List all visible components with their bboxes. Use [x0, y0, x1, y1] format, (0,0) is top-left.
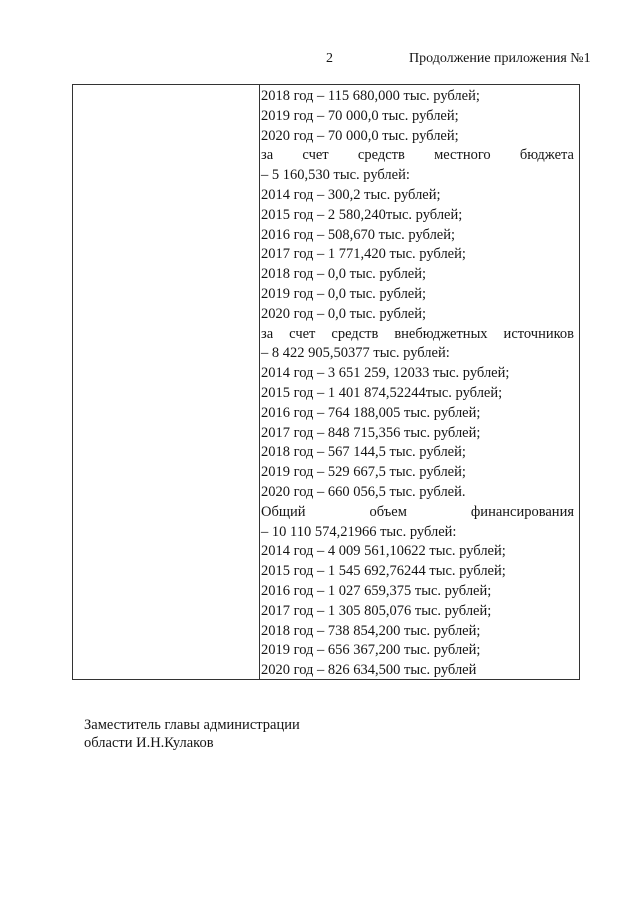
financing-line: за счет средств внебюджетных источников [261, 325, 574, 342]
financing-line: 2016 год – 508,670 тыс. рублей; [261, 226, 456, 243]
financing-table [72, 84, 580, 680]
signature-name: области И.Н.Кулаков [84, 735, 214, 751]
financing-line: 2020 год – 660 056,5 тыс. рублей. [261, 483, 466, 500]
financing-line: 2014 год – 4 009 561,10622 тыс. рублей; [261, 543, 506, 560]
signature-block [84, 716, 300, 752]
financing-line: 2015 год – 1 401 874,52244тыс. рублей; [261, 384, 503, 401]
financing-line: 2016 год – 764 188,005 тыс. рублей; [261, 404, 481, 421]
financing-line: 2017 год – 1 305 805,076 тыс. рублей; [261, 602, 492, 619]
financing-line: 2017 год – 1 771,420 тыс. рублей; [261, 246, 466, 263]
financing-line: 2018 год – 115 680,000 тыс. рублей; [261, 88, 480, 104]
financing-line: 2019 год – 70 000,0 тыс. рублей; [261, 107, 459, 124]
financing-line: 2019 год – 656 367,200 тыс. рублей; [261, 642, 481, 659]
financing-line: 2018 год – 567 144,5 тыс. рублей; [261, 444, 466, 461]
financing-line: 2016 год – 1 027 659,375 тыс. рублей; [261, 582, 492, 599]
financing-line: – 8 422 905,50377 тыс. рублей: [261, 345, 450, 362]
financing-line: 2020 год – 70 000,0 тыс. рублей; [261, 127, 459, 144]
signature-position: Заместитель главы администрации [84, 717, 300, 733]
running-header: Продолжение приложения №1 [409, 51, 591, 66]
financing-line: 2015 год – 2 580,240тыс. рублей; [261, 206, 463, 223]
financing-line: 2015 год – 1 545 692,76244 тыс. рублей; [261, 563, 506, 580]
financing-line: 2020 год – 826 634,500 тыс. рублей [261, 662, 477, 679]
financing-line: 2017 год – 848 715,356 тыс. рублей; [261, 424, 481, 441]
financing-line: 2014 год – 300,2 тыс. рублей; [261, 186, 441, 203]
financing-line: за счет средств местного бюджета [261, 147, 574, 164]
financing-line: 2018 год – 0,0 тыс. рублей; [261, 266, 427, 283]
financing-line: 2020 год – 0,0 тыс. рублей; [261, 305, 427, 322]
financing-line: Общий объем финансирования [261, 503, 574, 520]
financing-line: – 10 110 574,21966 тыс. рублей: [261, 523, 457, 540]
financing-line: – 5 160,530 тыс. рублей: [261, 167, 410, 184]
financing-line: 2019 год – 529 667,5 тыс. рублей; [261, 464, 466, 481]
financing-line: 2019 год – 0,0 тыс. рублей; [261, 285, 427, 302]
table-column-divider [259, 85, 260, 679]
financing-cell [261, 87, 574, 681]
financing-line: 2018 год – 738 854,200 тыс. рублей; [261, 622, 481, 639]
page-number: 2 [326, 51, 333, 66]
financing-line: 2014 год – 3 651 259, 12033 тыс. рублей; [261, 365, 510, 382]
